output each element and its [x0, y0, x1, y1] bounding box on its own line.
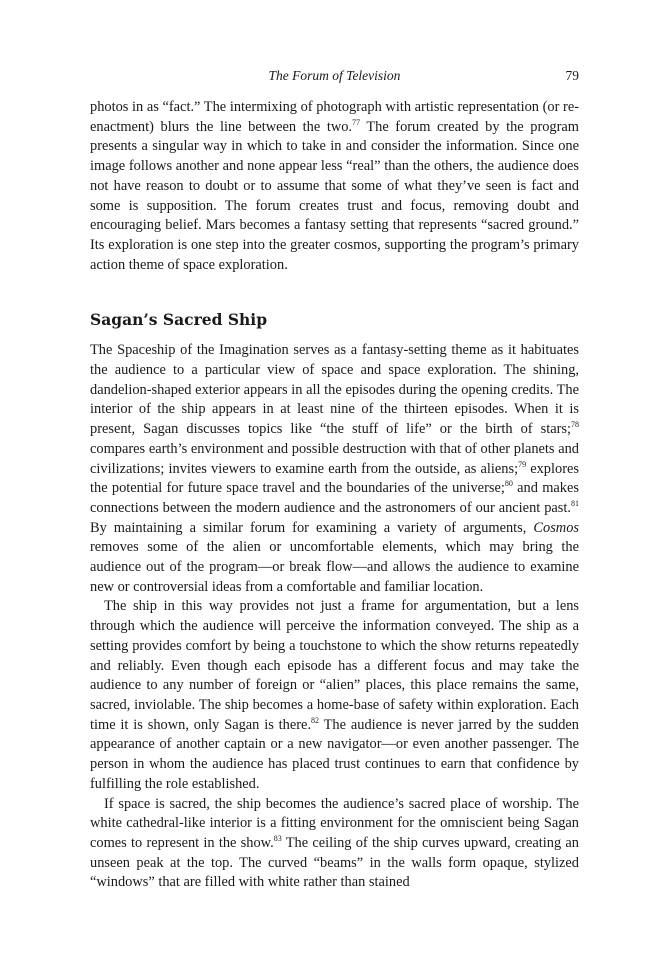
page-number: 79 — [565, 68, 579, 83]
footnote-ref: 81 — [571, 499, 579, 509]
text-run: photos in as “fact.” The intermixing of photograph with artistic representation (or re-enactment) blurs the line between the two. — [90, 99, 579, 135]
footnote-ref: 83 — [273, 834, 282, 844]
footnote-ref: 82 — [311, 715, 320, 725]
text-run: The Spaceship of the Imagination serves as a fantasy-setting theme as it habituates the audience to a particular view of space and space exploration. The shining, dandelion-shaped exterior appears in all the episodes during the opening credits. The interior of the ship appears in at least nine of the thirteen episodes. When it is present, Sagan discusses topics like “the stuff of life” or the birth of stars; — [90, 342, 579, 438]
footnote-ref: 79 — [518, 459, 527, 469]
footnote-ref: 78 — [571, 420, 579, 430]
body-paragraph — [90, 98, 579, 275]
text-run: By maintaining a similar forum for examining a variety of arguments, — [90, 519, 534, 536]
italic-title: Cosmos — [533, 519, 579, 536]
book-page — [90, 64, 579, 893]
running-title: The Forum of Television — [268, 68, 401, 83]
body-paragraph — [90, 341, 579, 597]
text-run: If space is sacred, the ship becomes the audience’s sacred place of worship. The white cathedral-like interior is a fitting environment for the omniscient being Sagan comes to represent in the show. — [90, 795, 579, 851]
body-text — [90, 98, 579, 893]
running-header — [90, 64, 579, 88]
text-run: compares earth’s environment and possible destruction with that of other planets and civilizations; invites viewers to examine earth from the outside, as aliens; — [90, 440, 579, 477]
footnote-ref: 77 — [352, 117, 361, 127]
text-run: The audience is never jarred by the sudden appearance of another captain or a new navigator—or even another passenger. The person in whom the audience has placed trust continues to earn that confidence by fulfilling the role established. — [90, 716, 579, 792]
body-paragraph — [90, 597, 579, 794]
text-run: explores the potential for future space travel and the boundaries of the universe; — [90, 460, 579, 497]
text-run: The ship in this way provides not just a frame for argumentation, but a lens through which the audience will perceive the information conveyed. The ship as a setting provides comfort by being a touchstone to which the show returns repeatedly and reliably. Even though each episode has a different focus and may take the audience to any number of foreign or “alien” places, this place remains the same, sacred, inviolable. The ship becomes a home-base of safety within exploration. Each time it is shown, only Sagan is there. — [90, 598, 579, 733]
section-heading: Sagan’s Sacred Ship — [90, 310, 268, 330]
body-paragraph — [90, 795, 579, 894]
footnote-ref: 80 — [504, 479, 513, 489]
text-run: The ceiling of the ship curves upward, creating an unseen peak at the top. The curved “beams” in the walls form opaque, stylized “windows” that are filled with white rather than stained — [90, 834, 579, 891]
text-run: removes some of the alien or uncomfortable elements, which may bring the audience out of the program—or break flow—and allows the audience to examine new or controversial ideas from a comfortable and familiar location. — [90, 539, 579, 595]
text-run: The forum created by the program presents a singular way in which to take in and consider the information. Since one image follows another and none appear less “real” than the others, the audience does not have reason to doubt or to assume that some of what they’ve seen is fact and some is supposition. The forum creates trust and focus, removing doubt and encouraging belief. Mars becomes a fantasy setting that represents “sacred ground.” Its exploration is one step into the greater cosmos, supporting the program’s primary action theme of space exploration. — [90, 118, 579, 273]
text-run: and makes connections between the modern audience and the astronomers of our ancient past. — [90, 480, 579, 516]
